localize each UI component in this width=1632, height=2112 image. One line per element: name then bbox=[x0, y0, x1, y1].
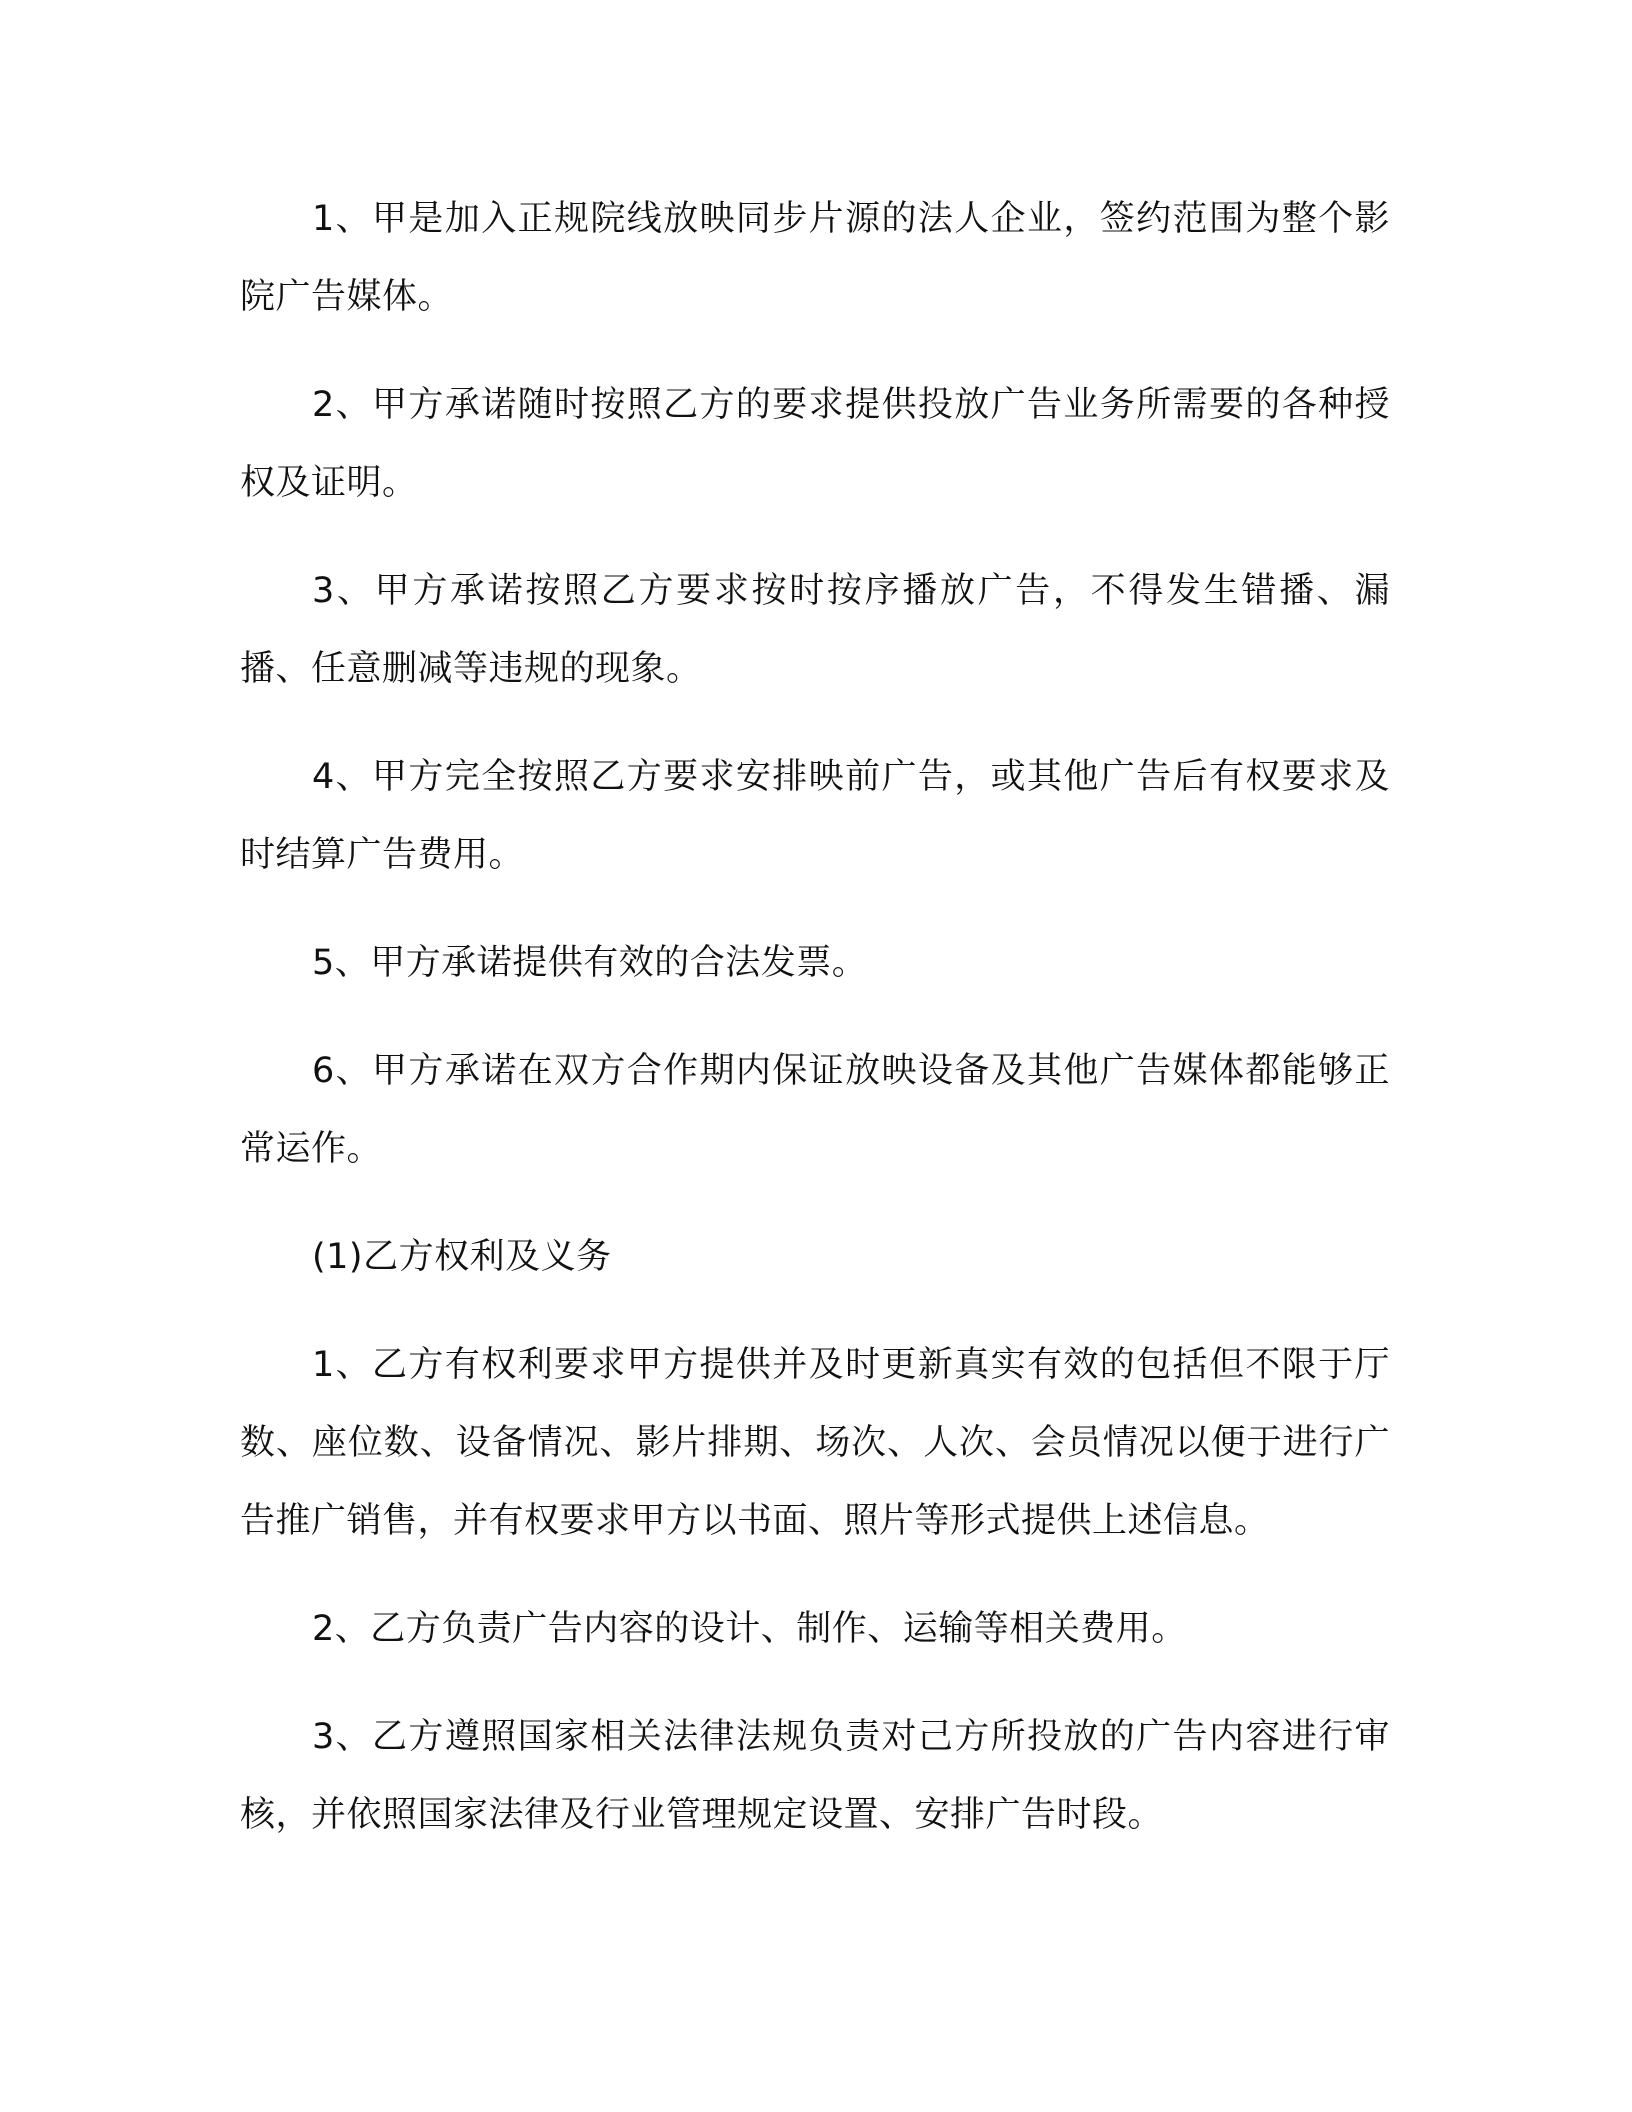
paragraph-5: 5、甲方承诺提供有效的合法发票。 bbox=[312, 943, 868, 983]
paragraph-2: 2、甲方承诺随时按照乙方的要求提供投放广告业务所需要的各种授权及证明。 bbox=[240, 385, 1390, 503]
paragraph-8: 2、乙方负责广告内容的设计、制作、运输等相关费用。 bbox=[312, 1609, 1187, 1649]
paragraph-4: 4、甲方完全按照乙方要求安排映前广告，或其他广告后有权要求及时结算广告费用。 bbox=[240, 757, 1390, 875]
paragraph-6: 6、甲方承诺在双方合作期内保证放映设备及其他广告媒体都能够正常运作。 bbox=[240, 1051, 1390, 1169]
paragraph-3: 3、甲方承诺按照乙方要求按时按序播放广告，不得发生错播、漏播、任意删减等违规的现象。 bbox=[240, 571, 1390, 689]
section-heading: (1)乙方权利及义务 bbox=[312, 1237, 612, 1277]
paragraph-7: 1、乙方有权利要求甲方提供并及时更新真实有效的包括但不限于厅数、座位数、设备情况、影片排期、场次、人次、会员情况以便于进行广告推广销售，并有权要求甲方以书面、照片等形式提供上述信息。 bbox=[240, 1345, 1390, 1541]
paragraph-9: 3、乙方遵照国家相关法律法规负责对己方所投放的广告内容进行审核，并依照国家法律及行业管理规定设置、安排广告时段。 bbox=[240, 1717, 1390, 1835]
document-body bbox=[240, 180, 1390, 1884]
paragraph-1: 1、甲是加入正规院线放映同步片源的法人企业，签约范围为整个影院广告媒体。 bbox=[240, 199, 1390, 317]
